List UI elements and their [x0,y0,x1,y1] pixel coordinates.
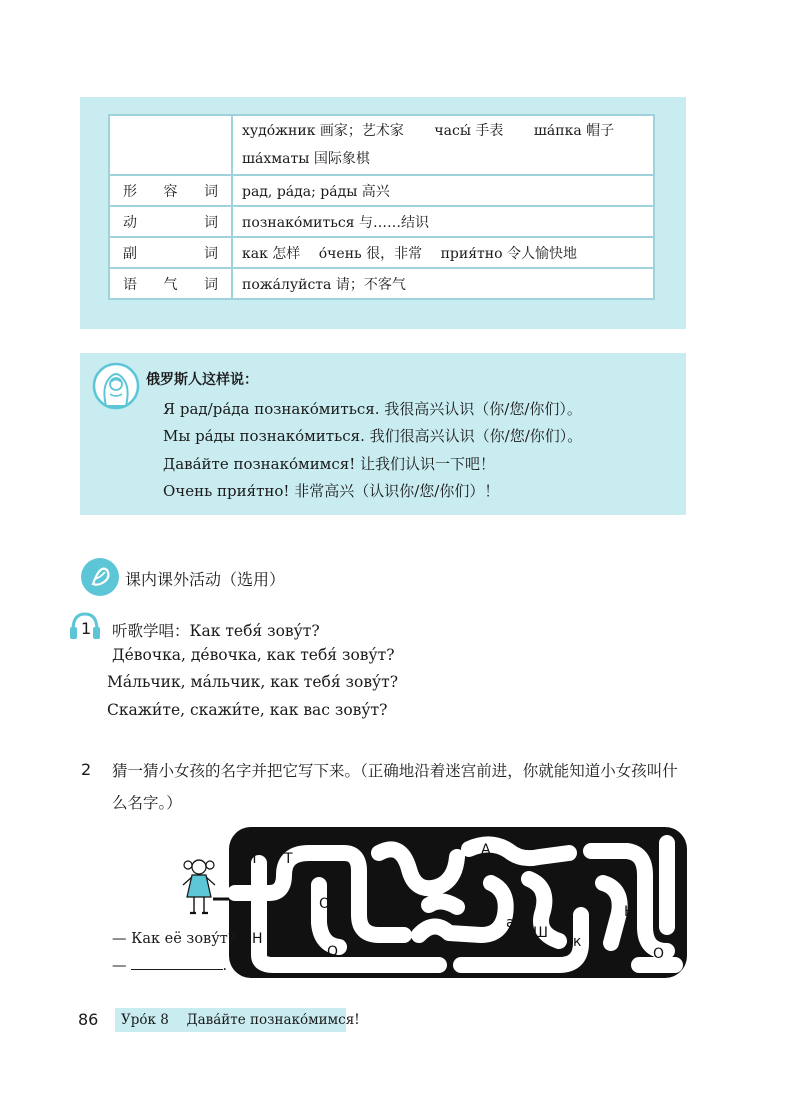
answer-prefix: — [112,958,127,974]
table-row [109,206,654,237]
phrase-line: Очень прия́тно! 非常高兴（认识你/您/你们）！ [163,482,500,500]
activity-icon [80,557,120,597]
maze-letter: П [246,851,257,867]
page-number: 86 [78,1010,99,1029]
maze-letter: А [481,842,491,858]
task2-text: 猜一猜小女孩的名字并把它写下来。（正确地沿着迷宫前进，你就能知道小女孩叫什么名字。） [112,762,678,812]
lesson-tag: Уро́к 8 Дава́йте познако́мимся! [115,1008,346,1032]
maze-letter: а [506,915,515,931]
maze-letter: О [319,896,331,912]
answer-suffix: . [222,958,228,974]
task-number: 1 [81,619,92,638]
task1-heading: 听歌学唱：Как тебя́ зову́т? [112,622,320,640]
pos-cell [109,237,232,268]
maze-letter: Т [284,851,293,867]
phrases-panel [80,353,686,515]
vocab-entry: худо́жник 画家；艺术家 [242,123,404,139]
pos-char: 词 [204,276,218,293]
vocab-cell: рад, ра́да; ра́ды 高兴 [232,175,654,206]
vocab-cell: пожа́луйста 请；不客气 [232,268,654,299]
maze-letter: к [573,934,582,950]
phrases-title: 俄罗斯人这样说： [146,372,258,388]
lyric-line: Де́вочка, де́вочка, как тебя́ зову́т? [112,646,395,664]
maze-letter: Н [252,931,263,947]
vocab-cell [232,115,654,175]
table-row [109,237,654,268]
pos-cell [109,206,232,237]
vocab-line [242,117,644,145]
vocab-cell: познако́миться 与……结识 [232,206,654,237]
answer-question: — Как её зову́т? [112,931,236,947]
pos-char: 词 [204,214,218,231]
task-number: 2 [81,760,92,779]
pos-char: 动 [123,214,137,231]
table-row [109,115,654,175]
phrase-line: Я рад/ра́да познако́миться. 我很高兴认识（你/您/你们）。 [163,400,582,418]
vocab-entry: часы́ 手表 [434,123,504,139]
vocab-entry: ша́хматы 国际象棋 [242,151,370,167]
pos-char: 形 [123,183,137,200]
activities-title: 课内课外活动（选用） [125,570,286,589]
maze-letter: О [327,944,339,960]
maze-letter: Т [570,868,579,884]
phrase-line: Мы ра́ды познако́миться. 我们很高兴认识（你/您/你们）。 [163,427,583,445]
pos-char: 容 [163,183,178,200]
vocabulary-table [108,114,655,300]
lyric-line: Ма́льчик, ма́льчик, как тебя́ зову́т? [107,673,399,691]
pos-char: 副 [123,245,137,262]
maze-letter: О [653,946,665,962]
answer-line [112,958,227,974]
pos-char: 语 [123,276,137,293]
maze-letter: А [403,909,413,925]
vocab-entry: ша́пка 帽子 [533,123,615,139]
vocabulary-panel [80,97,686,329]
maze-letter: Н [624,904,635,920]
pos-cell [109,175,232,206]
pos-char: 词 [204,245,218,262]
maze-letter: Т [376,897,385,913]
pos-char: 词 [204,183,218,200]
girl-illustration [179,855,219,921]
maze [229,823,689,980]
phrase-line: Дава́йте познако́мимся! 让我们认识一下吧！ [163,455,496,473]
pos-char: 气 [163,276,178,293]
matryoshka-icon [92,362,140,410]
pos-cell [109,268,232,299]
maze-letter: Ш [533,925,548,941]
vocab-cell: как 怎样 о́чень 很，非常 прия́тно 令人愉快地 [232,237,654,268]
table-row [109,175,654,206]
answer-blank[interactable] [131,969,223,970]
table-row [109,268,654,299]
maze-letter: А [346,926,356,942]
pos-cell [109,115,232,175]
lyric-line: Скажи́те, скажи́те, как вас зову́т? [107,701,388,719]
maze-letter: У [435,856,444,872]
